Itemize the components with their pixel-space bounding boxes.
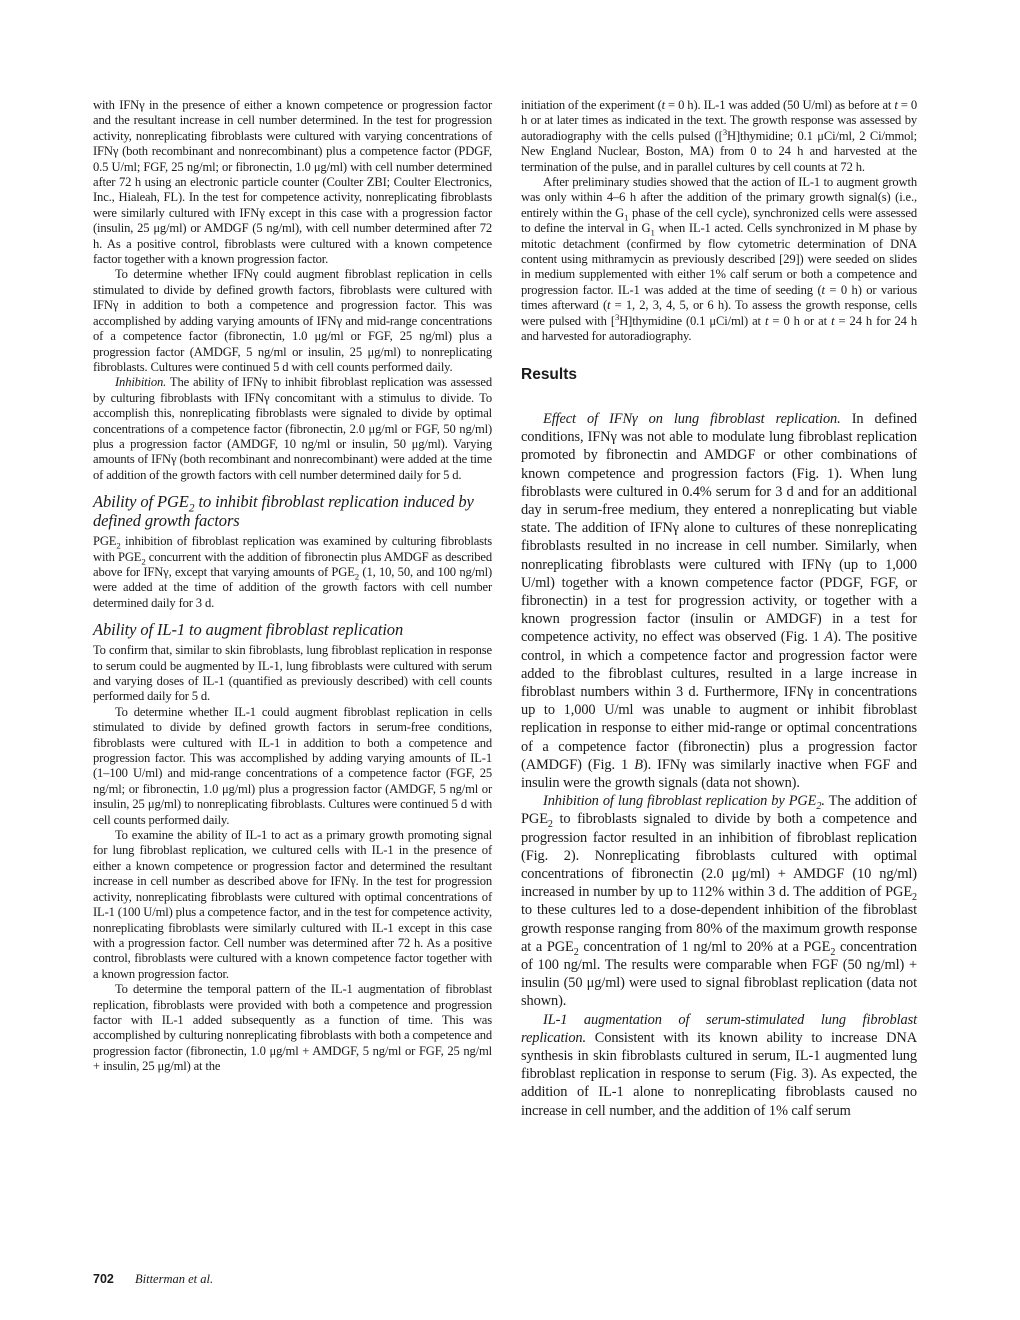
paragraph: To confirm that, similar to skin fibroblasts, lung fibroblast replication in response to serum could be augmented by IL-1, lung fibroblasts were cultured with serum and varying doses of IL-1 (quantified as previously described) with cell counts performed daily for 5 d. <box>93 643 492 704</box>
run-in-heading: Inhibition of lung fibroblast replication by $PGE_2$. <box>543 793 825 813</box>
paragraph: Inhibition of lung fibroblast replication by $PGE_2$. The addition of $PGE_2$ to fibroblasts signaled to divide by both a competence and progression factor resulted in an inhibition of fibroblast replication (Fig. 2). Nonreplicating fibroblasts cultured with optimal concentrations of fibronectin (2.0 μg/ml) + AMDGF (10 ng/ml) increased in number by up to 112% within 3 d. The addition of $PGE_2$ to these cultures led to a dose-dependent inhibition of the fibroblast growth response ranging from 80% of the maximum growth response at a $PGE_2$ concentration of 1 ng/ml to 20% at a $PGE_2$ concentration of 100 ng/ml. The results were comparable when FGF (50 ng/ml) + insulin (50 μg/ml) were used to signal fibroblast replication (data not shown). <box>521 793 918 1010</box>
paragraph: with IFNγ in the presence of either a known competence or progression factor and the resultant increase in cell number determined. In the test for progression activity, nonreplicating fibroblasts were cultured with varying concentrations of IFNγ (both recombinant and nonrecombinant) plus a competence factor (PDGF, 0.5 U/ml; FGF, 25 ng/ml; or fibronectin, 1.0 μg/ml) with cell number determined after 72 h using an electronic particle counter (Coulter ZBI; Coulter Electronics, Inc., Hialeah, FL). In the test for competence activity, nonreplicating fibroblasts were similarly cultured with IFNγ except in this case with a progression factor (insulin, 25 μg/ml) or AMDGF (5 ng/ml), with cell number determined after 72 h. As a positive control, fibroblasts were cultured with a known competence factor together with a known progression factor. <box>93 98 492 267</box>
paragraph: To determine whether IFNγ could augment fibroblast replication in cells stimulated to divide by defined growth factors, fibroblasts were cultured with IFNγ in addition to both a competence and progression factor. This was accomplished by adding varying amounts of IFNγ and mid-range concentrations of a competence factor (fibronectin, 1.0 μg/ml or FGF, 25 ng/ml) plus a progression factor (AMDGF, 5 ng/ml or insulin, 25 μg/ml) to nonreplicating fibroblasts. Cultures were continued 5 d with cell counts performed daily. <box>93 267 492 374</box>
paragraph-text: The ability of IFNγ to inhibit fibroblast replication was assessed by culturing fibroblasts with IFNγ concomitant with a stimulus to divide. To accomplish this, nonreplicating fibroblasts were signaled to divide by optimal concentrations of a competence factor (fibronectin, 2.0 μg/ml or FGF, 50 ng/ml) plus a progression factor (AMDGF, 10 ng/ml or insulin, 50 μg/ml). Varying amounts of IFNγ (both recombinant and nonrecombinant) were added at the time of addition of the growth factors with cell number determined daily for 5 d. <box>93 375 492 482</box>
paragraph <box>93 375 492 483</box>
paragraph: initiation of the experiment (t = 0 h). IL-1 was added (50 U/ml) as before at t = 0 h or at later times as indicated in the text. The growth response was assessed by autoradiography with the cells pulsed ([$^3$H]thymidine; 0.1 μCi/ml, 2 Ci/mmol; New England Nuclear, Boston, MA) from 0 to 24 h and harvested at the termination of the pulse, and in parallel cultures by cell counts at 72 h. <box>521 98 917 174</box>
left-column <box>93 98 492 1075</box>
paragraph: IL-1 augmentation of serum-stimulated lung fibroblast replication. Consistent with its known ability to increase DNA synthesis in skin fibroblasts cultured in serum, IL-1 augmented lung fibroblast replication in response to serum (Fig. 3). As expected, the addition of IL-1 alone to nonreplicating fibroblasts caused no increase in cell number, and the addition of 1% calf serum <box>521 1011 917 1119</box>
right-column <box>521 98 917 1120</box>
run-in-heading: Effect of IFNγ on lung fibroblast replication. <box>543 410 841 427</box>
run-in-heading: IL-1 augmentation of serum-stimulated lung fibroblast replication. <box>521 1011 917 1046</box>
paragraph: To examine the ability of IL-1 to act as a primary growth promoting signal for lung fibroblast replication, we cultured cells with IL-1 in the presence of either a known competence or progression factor and determined the resultant increase in cell number as described above for IFNγ. In the test for progression activity, nonreplicating fibroblasts were cultured with optimal concentrations of IL-1 (100 U/ml) plus a competence factor, and in the test for competence activity, nonreplicating fibroblasts were similarly cultured with IL-1 except in this case with a progression factor. Cell number was determined after 72 h. As a positive control, fibroblasts were cultured with a known competence factor together with a known progression factor. <box>93 828 492 981</box>
section-heading: Results <box>521 365 577 383</box>
results-body <box>521 410 917 1120</box>
running-author: Bitterman et al. <box>134 1272 214 1286</box>
subsection-heading: Ability of $PGE_2$ to inhibit fibroblast replication induced by defined growth factors <box>93 492 474 531</box>
paragraph: After preliminary studies showed that the action of IL-1 to augment growth was only within 4–6 h after the addition of the primary growth signal(s) (i.e., entirely within the $G_1$ phase of the cell cycle), synchronized cells were assessed to define the interval in $G_1$ when IL-1 acted. Cells synchronized in M phase by mitotic detachment (confirmed by flow cytometric determination of DNA content using mithramycin as previously described [29]) were seeded on slides in medium supplemented with either 1% calf serum or both a competence and progression factor. IL-1 was added at the time of seeding (t = 0 h) or various times afterward (t = 1, 2, 3, 4, 5, or 6 h). To assess the growth response, cells were pulsed with [$^3$H]thymidine (0.1 μCi/ml) at t = 0 h or at t = 24 h for 24 h and harvested for autoradiography. <box>521 175 918 344</box>
page-footer <box>93 1272 213 1287</box>
paragraph: $PGE_2$ inhibition of fibroblast replication was examined by culturing fibroblasts with $PGE_2$ concurrent with the addition of fibronectin plus AMDGF as described above for IFNγ, except that varying amounts of $PGE_2$ (1, 10, 50, and 100 ng/ml) were added at the time of addition of the growth factors with cell number determined daily for 3 d. <box>93 534 493 610</box>
subsection-heading: Ability of IL-1 to augment fibroblast replication <box>93 620 404 640</box>
run-in-heading: Inhibition. <box>115 375 167 390</box>
paragraph: To determine whether IL-1 could augment fibroblast replication in cells stimulated to divide by defined growth factors in serum-free conditions, fibroblasts were cultured with IL-1 in addition to both a competence and progression factor. This was accomplished by adding varying amounts of IL-1 (1–100 U/ml) and mid-range concentrations of a competence factor (FGF, 25 ng/ml; or fibronectin, 1.0 μg/ml) plus a progression factor (AMDGF, 5 ng/ml or insulin, 25 μg/ml) to nonreplicating fibroblasts. Cultures were continued 5 d with cell counts performed daily. <box>93 704 492 827</box>
paragraph: To determine the temporal pattern of the IL-1 augmentation of fibroblast replication, fibroblasts were provided with both a competence and progression factor with IL-1 added subsequently as a function of time. This was accomplished by culturing nonreplicating fibroblasts with both a competence and progression factor (fibronectin, 1.0 μg/ml + AMDGF, 5 ng/ml or FGF, 25 ng/ml + insulin, 25 μg/ml) at the <box>93 982 492 1074</box>
page-number: 702 <box>93 1272 114 1286</box>
paragraph: Effect of IFNγ on lung fibroblast replication. In defined conditions, IFNγ was not able to modulate lung fibroblast replication promoted by fibronectin and AMDGF or other combinations of known competence and progression factors (Fig. 1). When lung fibroblasts were cultured in 0.4% serum for 3 d and for an additional day in serum-free medium, they entered a nonreplicating but viable state. The addition of IFNγ alone to cultures of these nonreplicating fibroblasts resulted in no increase in cell number. Similarly, when nonreplicating fibroblasts were cultured with IFNγ (up to 1,000 U/ml) together with a known competence factor (PDGF, FGF, or fibronectin) in a test for progression activity, or together with a known progression factor (insulin or AMDGF) in a test for competence activity, no effect was observed (Fig. 1 A). The positive control, in which a competence factor and progression factor were added to the fibroblast cultures, resulted in a large increase in fibroblast numbers within 3 d. Furthermore, IFNγ in concentrations up to 1,000 U/ml was unable to augment or inhibit fibroblast replication in response to either mid-range or optimal concentrations of a competence factor (fibronectin) plus a progression factor (AMDGF) (Fig. 1 B). IFNγ was similarly inactive when FGF and insulin were the growth signals (data not shown). <box>521 410 918 791</box>
